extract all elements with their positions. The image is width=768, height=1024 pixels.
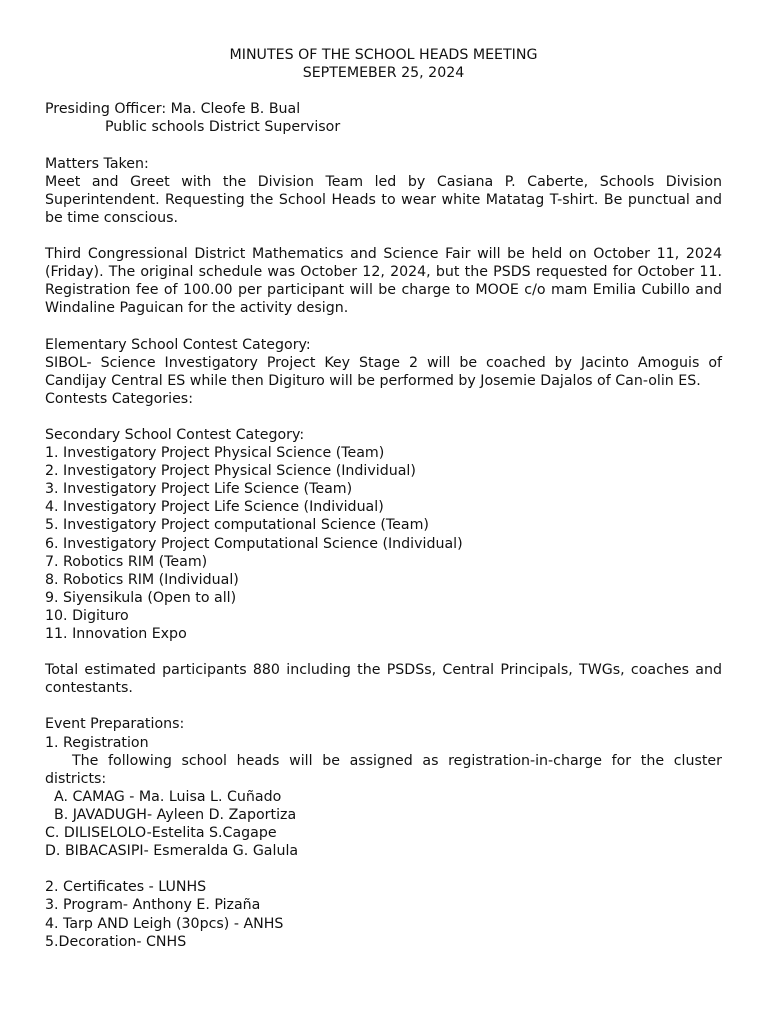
preparation-list xyxy=(45,878,722,950)
list-item: 5. Investigatory Project computational Science (Team) xyxy=(45,517,429,534)
presiding-officer: Presiding Officer: Ma. Cleofe B. Bual xyxy=(45,101,301,118)
list-item: 10. Digituro xyxy=(45,607,129,624)
list-item: 11. Innovation Expo xyxy=(45,626,187,642)
spacer xyxy=(45,317,722,335)
list-item: C. DILISELOLO-Estelita S.Cagape xyxy=(45,825,277,842)
spacer xyxy=(45,408,722,426)
spacer xyxy=(45,643,722,661)
registration-heading: 1. Registration xyxy=(45,734,149,751)
registration-text: The following school heads will be assigned as registration-in-charge for the cluster districts: xyxy=(45,752,722,787)
preparations-heading: Event Preparations: xyxy=(45,716,185,733)
list-item: 7. Robotics RIM (Team) xyxy=(45,553,208,570)
list-item: 3. Investigatory Project Life Science (Team) xyxy=(45,481,353,498)
list-item: 5.Decoration- CNHS xyxy=(45,933,187,950)
list-item: 2. Investigatory Project Physical Science (Individual) xyxy=(45,463,416,480)
spacer xyxy=(45,136,722,154)
document-date: SEPTEMEBER 25, 2024 xyxy=(302,65,465,82)
matters-heading: Matters Taken: xyxy=(45,155,149,172)
list-item: 2. Certificates - LUNHS xyxy=(45,879,207,896)
list-item: 3. Program- Anthony E. Pizaña xyxy=(45,897,261,914)
list-item: 4. Tarp AND Leigh (30pcs) - ANHS xyxy=(45,915,284,932)
secondary-list xyxy=(45,444,722,643)
document-page xyxy=(45,46,722,951)
matters-paragraph-1: Meet and Greet with the Division Team led by Casiana P. Caberte, Schools Division Superintendent. Requesting the School Heads to wear white Matatag T-shirt. Be punctual and be time conscious. xyxy=(45,173,722,226)
participants-text: Total estimated participants 880 including the PSDSs, Central Principals, TWGs, coaches and contestants. xyxy=(45,662,722,697)
document-title: MINUTES OF THE SCHOOL HEADS MEETING xyxy=(229,47,538,63)
list-item: B. JAVADUGH- Ayleen D. Zaportiza xyxy=(54,806,297,823)
elementary-text: SIBOL- Science Investigatory Project Key Stage 2 will be coached by Jacinto Amoguis of Candijay Central ES while then Digituro will be performed by Josemie Dajalos of Can-olin ES. xyxy=(45,354,722,389)
spacer xyxy=(45,860,722,878)
list-item: 9. Siyensikula (Open to all) xyxy=(45,589,237,606)
elementary-heading: Elementary School Contest Category: xyxy=(45,336,311,353)
cluster-list xyxy=(45,788,722,860)
spacer xyxy=(45,697,722,715)
list-item: 8. Robotics RIM (Individual) xyxy=(45,571,239,588)
list-item: 1. Investigatory Project Physical Science (Team) xyxy=(45,445,385,462)
list-item: A. CAMAG - Ma. Luisa L. Cuñado xyxy=(54,788,282,805)
list-item: 4. Investigatory Project Life Science (Individual) xyxy=(45,499,384,516)
secondary-heading: Secondary School Contest Category: xyxy=(45,426,305,443)
list-item: 6. Investigatory Project Computational Science (Individual) xyxy=(45,535,463,552)
spacer xyxy=(45,227,722,245)
list-item: D. BIBACASIPI- Esmeralda G. Galula xyxy=(45,843,299,860)
presiding-officer-title: Public schools District Supervisor xyxy=(105,119,341,136)
contests-heading: Contests Categories: xyxy=(45,390,193,407)
matters-paragraph-2: Third Congressional District Mathematics and Science Fair will be held on October 11, 2024 (Friday). The original schedule was October 12, 2024, but the PSDS requested for October 11. Registration fee of 100.00 per participant will be charge to MOOE c/o mam Emilia Cubillo and Windaline Paguican for the activity design. xyxy=(45,246,722,317)
spacer xyxy=(45,82,722,100)
